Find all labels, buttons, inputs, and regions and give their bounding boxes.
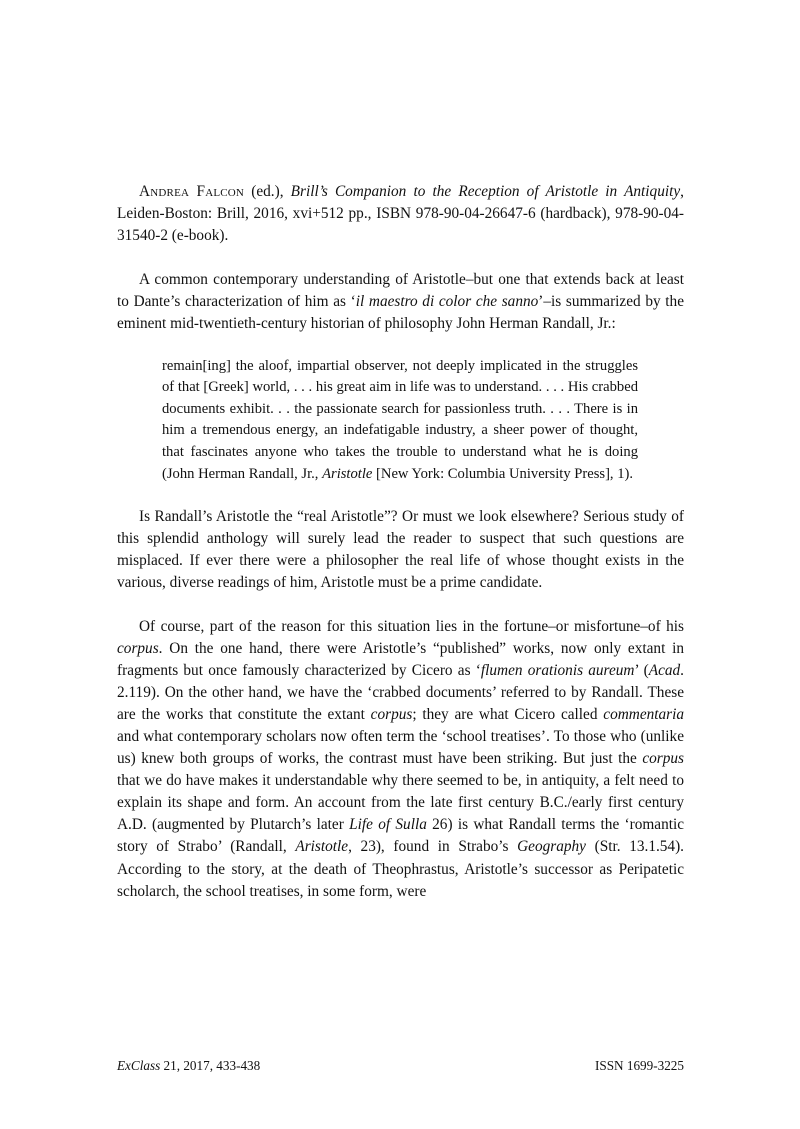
p3-italic-geography: Geography xyxy=(517,838,586,856)
p3-italic-corpus-2: corpus xyxy=(370,705,413,723)
quote-work-title: Aristotle xyxy=(322,465,373,482)
paragraph-randall-question: Is Randall’s Aristotle the “real Aristotle”? Or must we look elsewhere? Serious study of this splendid anthology will surely lead the reader to suspect that such questions are misplaced. If ever there were a philosopher the real life of whose thought exists in the various, diverse readings of him, Aristotle must be a prime candidate. xyxy=(117,508,684,592)
p3-italic-corpus-1: corpus xyxy=(117,639,159,657)
p3-part-j: (Str. 13.1.54). According to the story, at the death of Theophrastus, Aristotle’s successor as Peripatetic scholarch, the school treatises, in some form, were xyxy=(117,838,685,900)
p3-part-b: . On the one hand, there were Aristotle’s “published” works, now only extant in fragments but once famously characterized by Cicero as ‘ xyxy=(117,639,684,679)
dante-quote-italic: il maestro di color che sanno xyxy=(355,293,539,311)
paragraph-corpus-history xyxy=(117,616,684,903)
p3-part-g: that we do have makes it understandable why there seemed to be, in antiquity, a felt need to explain its shape and form. An account from the late first century B.C./early first century A.D. (augmented by Plutarch’s later xyxy=(117,772,684,834)
p3-part-e: ; they are what Cicero called xyxy=(412,705,604,723)
p3-part-c: ’ ( xyxy=(634,661,649,679)
footer-journal-citation xyxy=(117,1057,260,1075)
quote-part-b: [New York: Columbia University Press], 1). xyxy=(372,465,634,482)
p3-italic-corpus-3: corpus xyxy=(642,750,684,768)
footer-journal-issue: 21, 2017, 433-438 xyxy=(160,1058,261,1073)
article-body xyxy=(117,181,684,903)
paragraph-intro-part-a: A common contemporary understanding of Aristotle–but one that extends back at least to Dante’s characterization of him as ‘ xyxy=(117,271,684,311)
book-title: Brill’s Companion to the Reception of Aristotle in Antiquity xyxy=(290,183,681,200)
footer-journal-name: ExClass xyxy=(117,1058,161,1073)
spacer xyxy=(117,336,684,356)
spacer xyxy=(117,247,684,269)
p3-part-d: . 2.119). On the other hand, we have the ‘crabbed documents’ referred to by Randall. These are the works that constitute the extant xyxy=(117,661,684,723)
book-editor-note: (ed.), xyxy=(244,183,291,200)
p3-part-f: and what contemporary scholars now often term the ‘school treatises’. To those who (unlike us) knew both groups of works, the contrast must have been striking. But just the xyxy=(117,727,684,768)
book-author: Andrea Falcon xyxy=(139,183,245,200)
p3-italic-aristotle: Aristotle xyxy=(295,838,349,856)
p3-part-i: , 23), found in Strabo’s xyxy=(348,838,518,856)
p3-italic-commentaria: commentaria xyxy=(603,705,685,723)
block-quotation-text xyxy=(162,356,638,486)
book-imprint: , Leiden-Boston: Brill, 2016, xvi+512 pp., ISBN 978-90-04-26647-6 (hardback), 978-90-04-31540-2 (e-book). xyxy=(117,183,684,245)
block-quotation xyxy=(117,356,638,486)
p3-italic-life-of-sulla: Life of Sulla xyxy=(349,816,427,834)
p3-italic-acad: Acad xyxy=(648,661,681,679)
paragraph-intro xyxy=(117,269,684,335)
paragraph-intro-part-b: ’–is summarized by the eminent mid-twentieth-century historian of philosophy John Herman Randall, Jr.: xyxy=(117,293,684,333)
p3-italic-flumen: flumen orationis aureum xyxy=(480,661,635,679)
spacer xyxy=(117,485,684,506)
page-footer xyxy=(117,1057,684,1075)
spacer xyxy=(117,595,684,616)
quote-part-a: remain[ing] the aloof, impartial observer, not deeply implicated in the struggles of that [Greek] world, . . . his great aim in life was to understand. . . . His crabbed documents exhibit. . . the passionate search for passionless truth. . . . There is in him a tremendous energy, an indefatigable industry, a sheer power of thought, that fascinates anyone who takes the trouble to understand what he is doing (John Herman Randall, Jr., xyxy=(162,357,638,482)
p3-part-h: 26) is what Randall terms the ‘romantic story of Strabo’ (Randall, xyxy=(117,816,685,856)
footer-issn: ISSN 1699-3225 xyxy=(594,1058,684,1073)
book-reference xyxy=(117,181,684,247)
p3-part-a: Of course, part of the reason for this situation lies in the fortune–or misfortune–of his xyxy=(139,617,684,635)
